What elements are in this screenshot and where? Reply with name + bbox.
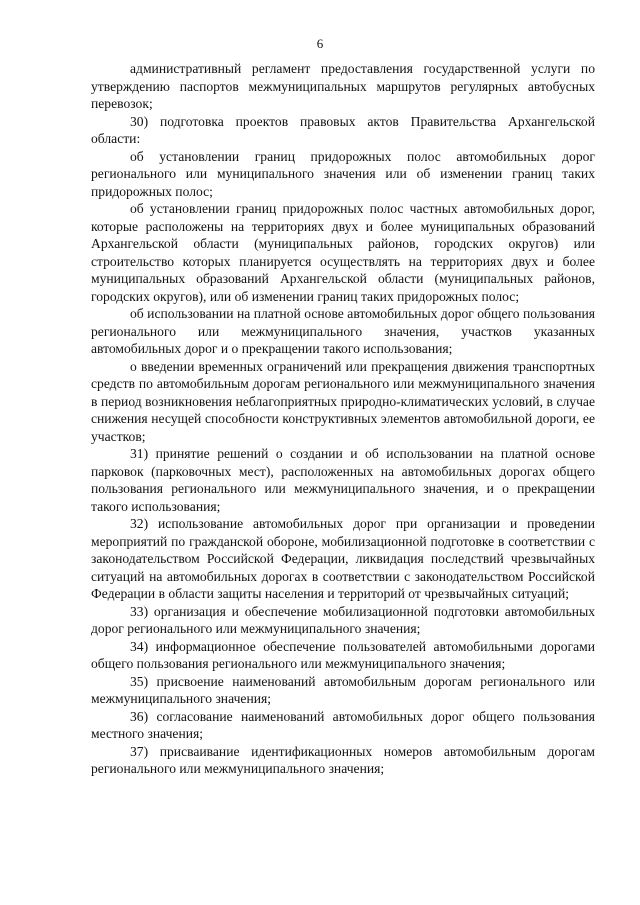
paragraph-roadside-borders: об установлении границ придорожных полос автомобильных дорог регионального или муниципального значения или об изменении границ таких придорожных полос; [91, 148, 595, 199]
paragraph-temporary-restrictions: о введении временных ограничений или прекращения движения транспортных средств по автомобильным дорогам регионального или межмуниципального значения в период возникновения неблагоприятных природно-климатических условий, в случае снижения несущей способности конструктивных элементов автомобильной дороги, ее участков; [91, 358, 595, 444]
paragraph-item-35: 35) присвоение наименований автомобильным дорогам регионального или межмуниципального значения; [91, 673, 595, 706]
paragraph-item-30: 30) подготовка проектов правовых актов Правительства Архангельской области: [91, 113, 595, 146]
document-body [91, 60, 595, 778]
paragraph-item-31: 31) принятие решений о создании и об использовании на платной основе парковок (парковочных мест), расположенных на автомобильных дорогах общего пользования регионального или межмуниципального значения, и о прекращении такого использования; [91, 446, 595, 514]
paragraph-item-33: 33) организация и обеспечение мобилизационной подготовки автомобильных дорог регионального или межмуниципального значения; [91, 603, 595, 636]
paragraph-private-roads-borders: об установлении границ придорожных полос частных автомобильных дорог, которые расположены на территориях двух и более муниципальных образований Архангельской области (муниципальных районов, городских округов) или строительство которых планируется осуществлять на территориях двух и более муниципальных образований Архангельской области (муниципальных районов, городских округов), или об изменении границ таких придорожных полос; [91, 201, 595, 304]
page-number: 6 [316, 36, 324, 51]
paragraph-regulation: административный регламент предоставления государственной услуги по утверждению паспортов межмуниципальных маршрутов регулярных автобусных перевозок; [91, 61, 595, 111]
paragraph-item-36: 36) согласование наименований автомобильных дорог общего пользования местного значения; [91, 708, 595, 741]
paragraph-item-32: 32) использование автомобильных дорог при организации и проведении мероприятий по гражданской обороне, мобилизационной подготовке в соответствии с законодательством Российской Федерации, ликвидация последствий чрезвычайных ситуаций на автомобильных дорогах в соответствии с законодательством Российской Федерации в области защиты населения и территорий от чрезвычайных ситуаций; [91, 516, 595, 601]
paragraph-item-37: 37) присваивание идентификационных номеров автомобильным дорогам регионального или межмуниципального значения; [91, 743, 595, 776]
paragraph-paid-roads: об использовании на платной основе автомобильных дорог общего пользования регионального или межмуниципального значения, участков указанных автомобильных дорог и о прекращении такого использования; [91, 306, 595, 356]
paragraph-item-34: 34) информационное обеспечение пользователей автомобильными дорогами общего пользования регионального или межмуниципального значения; [91, 638, 595, 671]
